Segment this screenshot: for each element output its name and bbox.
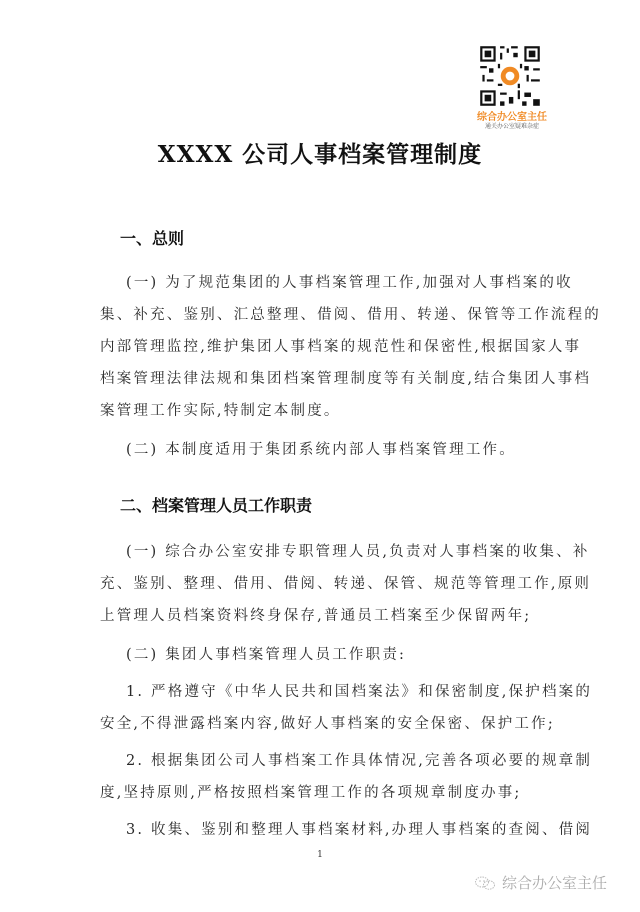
paragraph-line: (一) 为了规范集团的人事档案管理工作,加强对人事档案的收 (126, 275, 573, 291)
paragraph-line: 集、补充、鉴别、汇总整理、借阅、借用、转递、保管等工作流程的 (100, 307, 601, 323)
document-title: XXXX 公司人事档案管理制度 (157, 141, 483, 168)
paragraph-line: 安全,不得泄露档案内容,做好人事档案的安全保密、保护工作; (100, 716, 555, 732)
paragraph-line: 上管理人员档案资料终身保存,普通员工档案至少保留两年; (100, 608, 532, 624)
paragraph-line: 度,坚持原则,严格按照档案管理工作的各项规章制度办事; (100, 785, 522, 801)
paragraph-line: 充、鉴别、整理、借用、借阅、转递、保管、规范等管理工作,原则 (100, 576, 592, 592)
page-number: 1 (317, 850, 323, 860)
section-heading-general: 一、总则 (120, 229, 185, 248)
paragraph-line: (一) 综合办公室安排专职管理人员,负责对人事档案的收集、补 (126, 544, 590, 560)
watermark (474, 872, 607, 893)
paragraph-line: 档案管理法律法规和集团档案管理制度等有关制度,结合集团人事档 (100, 371, 592, 387)
qr-code-icon (478, 44, 542, 108)
paragraph-line: (二) 集团人事档案管理人员工作职责: (126, 647, 407, 663)
paragraph-line: 2. 根据集团公司人事档案工作具体情况,完善各项必要的规章制 (126, 753, 593, 769)
paragraph-line: 内部管理监控,维护集团人事档案的规范性和保密性,根据国家人事 (100, 339, 582, 355)
qr-brand-label: 综合办公室主任 (477, 112, 547, 123)
wechat-icon (474, 875, 496, 891)
paragraph-line: (二) 本制度适用于集团系统内部人事档案管理工作。 (126, 442, 516, 458)
section-heading-duties: 二、档案管理人员工作职责 (120, 496, 313, 515)
watermark-label: 综合办公室主任 (502, 874, 608, 892)
qr-subtitle: 通关办公室疑难杂症 (484, 123, 539, 130)
paragraph-line: 3. 收集、鉴别和整理人事档案材料,办理人事档案的查阅、借阅 (126, 822, 593, 838)
paragraph-line: 1. 严格遵守《中华人民共和国档案法》和保密制度,保护档案的 (126, 684, 593, 700)
paragraph-line: 案管理工作实际,特制定本制度。 (100, 403, 341, 419)
